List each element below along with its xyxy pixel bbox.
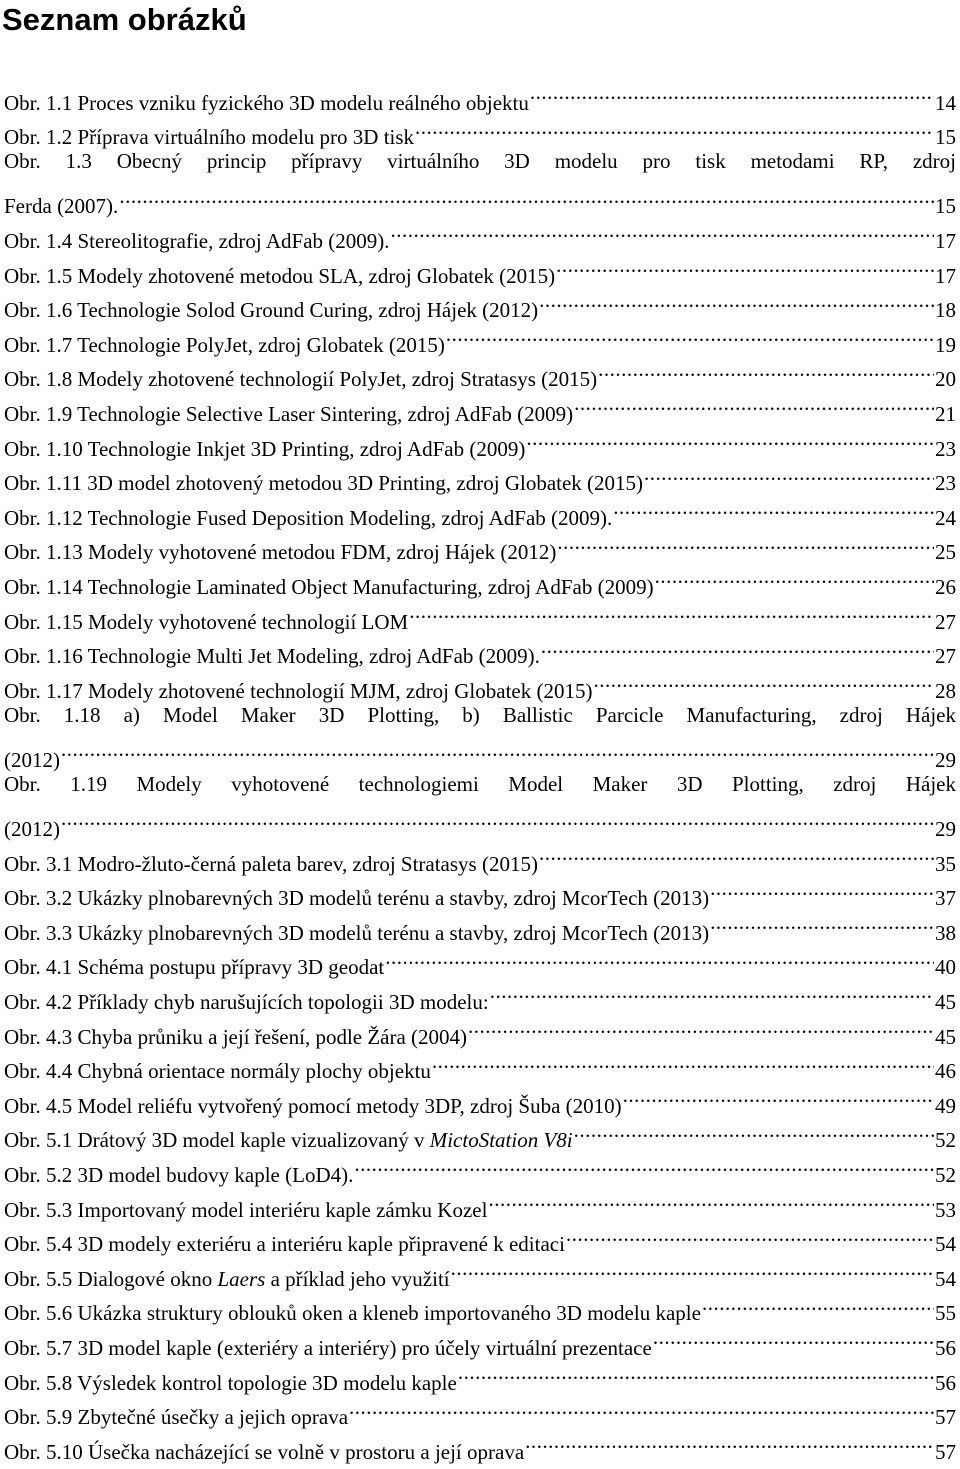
entry-title: Obr. 1.14 Technologie Laminated Object Manufacturing, zdroj AdFab (2009) [4,574,654,599]
entry-page-number: 40 [935,955,956,980]
entry-title: Obr. 5.6 Ukázka struktury oblouků oken a kleneb importovaného 3D modelu kaple [4,1301,701,1326]
entry-page-number: 21 [935,401,956,426]
entry-title: Obr. 1.1 Proces vzniku fyzického 3D modelu reálného objektu [4,90,529,115]
list-item[interactable] [4,213,956,253]
entry-page-number: 45 [935,990,956,1015]
entry-page-number: 29 [935,817,956,842]
dot-leader [446,317,934,352]
entry-page-number: 28 [935,678,956,703]
dot-leader [530,75,934,110]
entry-page-number: 15 [935,125,956,150]
entry-page-number: 52 [935,1128,956,1153]
entry-page-number: 52 [935,1163,956,1187]
entry-title: Obr. 5.3 Importovaný model interiéru kaple zámku Kozel [4,1197,488,1222]
dot-leader [593,663,934,698]
entry-page-number: 38 [935,920,956,945]
entry-page-number: 57 [935,1439,956,1464]
list-item[interactable] [4,75,956,115]
dot-leader [653,1320,934,1355]
entry-page-number: 55 [935,1301,956,1326]
entry-page-number: 23 [935,436,956,461]
entry-title: Obr. 5.8 Výsledek kontrol topologie 3D modelu kaple [4,1370,457,1395]
entry-title: Obr. 5.2 3D model budovy kaple (LoD4). [4,1163,354,1187]
entry-page-number: 18 [935,298,956,323]
software-name: MictoStation V8i [429,1128,573,1153]
dot-leader [119,179,934,214]
dot-leader [349,1390,934,1425]
entry-page-number: 27 [935,644,956,669]
entry-title: Obr. 1.10 Technologie Inkjet 3D Printing, zdroj AdFab (2009) [4,436,526,461]
dot-leader [432,1044,934,1079]
dot-leader [710,871,934,906]
entry-title-text: a příklad jeho využití [265,1266,450,1291]
entry-title: Obr. 1.17 Modely zhotovené technologií MJM, zdroj Globatek (2015) [4,678,593,703]
dot-leader [391,213,934,248]
dot-leader [468,1009,934,1044]
entry-title: Obr. 5.4 3D modely exteriéru a interiéru kaple připravené k editaci [4,1232,565,1257]
entry-page-number: 19 [935,332,956,357]
dot-leader [451,1251,934,1286]
dot-leader [539,836,934,871]
entry-title: Obr. 1.7 Technologie PolyJet, zdroj Globatek (2015) [4,332,445,357]
entry-page-number: 56 [935,1370,956,1395]
entry-title: Obr. 5.7 3D model kaple (exteriéry a interiéry) pro účely virtuální prezentace [4,1335,652,1360]
entry-title-text: Obr. 5.5 Dialogové okno [4,1266,218,1291]
dot-leader [557,525,934,560]
entry-title: (2012) [4,747,60,772]
entry-page-number: 46 [935,1059,956,1084]
dot-leader [458,1355,934,1390]
entry-page-number: 35 [935,851,956,876]
entry-page-number: 14 [935,90,956,115]
page-title: Seznam obrázků [2,2,247,37]
entry-title: Obr. 1.2 Příprava virtuálního modelu pro 3D tisk [4,125,415,150]
entry-title: Obr. 4.1 Schéma postupu přípravy 3D geodat [4,955,385,980]
list-item[interactable] [4,732,956,772]
dot-leader [566,1217,934,1252]
dot-leader [598,352,934,387]
dot-leader [61,732,934,767]
entry-page-number: 20 [935,367,956,392]
entry-page-number: 23 [935,471,956,496]
list-item[interactable] [4,801,956,842]
dot-leader [488,1182,934,1217]
entry-title: Obr. 1.16 Technologie Multi Jet Modeling, zdroj AdFab (2009). [4,644,540,669]
dialog-name: Laers [217,1266,266,1291]
entry-title: Obr. 1.4 Stereolitografie, zdroj AdFab (2009). [4,228,390,253]
list-item-first-line[interactable]: Obr. 1.18 a) Model Maker 3D Plotting, b) Ballistic Parcicle Manufacturing, zdroj Hájek [4,702,956,727]
entry-page-number: 54 [935,1232,956,1257]
list-of-figures [4,75,956,1464]
entry-page-number: 15 [935,194,956,219]
entry-title: Obr. 4.5 Model reliéfu vytvořený pomocí metody 3DP, zdroj Šuba (2010) [4,1093,622,1118]
entry-title: Obr. 1.15 Modely vyhotovené technologií LOM [4,609,409,634]
entry-title: Obr. 5.10 Úsečka nacházející se volně v prostoru a její oprava [4,1439,525,1464]
entry-title: Obr. 1.9 Technologie Selective Laser Sintering, zdroj AdFab (2009) [4,401,574,426]
entry-title: Obr. 1.8 Modely zhotovené technologií PolyJet, zdroj Stratasys (2015) [4,367,598,392]
entry-page-number: 37 [935,886,956,911]
dot-leader [526,421,934,456]
list-item[interactable] [4,179,956,219]
dot-leader [710,905,934,940]
entry-page-number: 17 [935,263,956,288]
entry-title: Ferda (2007). [4,194,119,219]
entry-title: Obr. 1.5 Modely zhotovené metodou SLA, zdroj Globatek (2015) [4,263,556,288]
dot-leader [385,940,934,975]
dot-leader [415,110,934,145]
entry-page-number: 56 [935,1335,956,1360]
entry-page-number: 45 [935,1024,956,1049]
entry-page-number: 57 [935,1405,956,1430]
dot-leader [541,629,934,664]
entry-title: Obr. 5.9 Zbytečné úsečky a jejich oprava [4,1405,349,1430]
entry-page-number: 24 [935,505,956,530]
dot-leader [409,594,934,629]
entry-page-number: 54 [935,1266,956,1291]
dot-leader [525,1424,934,1459]
entry-page-number: 29 [935,747,956,772]
entry-title: Obr. 4.4 Chybná orientace normály plochy objektu [4,1059,431,1084]
dot-leader [702,1286,934,1321]
entry-page-number: 27 [935,609,956,634]
dot-leader [61,801,934,836]
entry-page-number: 25 [935,540,956,565]
list-item[interactable] [4,836,956,876]
list-item-first-line[interactable]: Obr. 1.3 Obecný princip přípravy virtuálního 3D modelu pro tisk metodami RP, zdroj [4,149,956,174]
entry-page-number: 53 [935,1197,956,1222]
entry-title: Obr. 4.3 Chyba průniku a její řešení, podle Žára (2004) [4,1024,468,1049]
dot-leader [613,490,934,525]
dot-leader [574,1113,934,1148]
entry-title-text: Obr. 5.1 Drátový 3D model kaple vizualizovaný v [4,1128,430,1153]
entry-title: Obr. 1.11 3D model zhotovený metodou 3D Printing, zdroj Globatek (2015) [4,471,644,496]
list-item-first-line[interactable]: Obr. 1.19 Modely vyhotovené technologiemi Model Maker 3D Plotting, zdroj Hájek [4,771,956,796]
entry-title: Obr. 4.2 Příklady chyb narušujících topologii 3D modelu: [4,990,489,1015]
dot-leader [539,283,934,318]
dot-leader [354,1147,934,1182]
dot-leader [644,456,934,491]
dot-leader [574,386,934,421]
dot-leader [490,974,934,1009]
entry-page-number: 17 [935,228,956,253]
entry-title: Obr. 3.3 Ukázky plnobarevných 3D modelů terénu a stavby, zdroj McorTech (2013) [4,920,710,945]
dot-leader [655,559,934,594]
entry-title: Obr. 1.12 Technologie Fused Deposition Modeling, zdroj AdFab (2009). [4,505,613,530]
dot-leader [623,1078,934,1113]
entry-title: Obr. 1.6 Technologie Solod Ground Curing, zdroj Hájek (2012) [4,298,539,323]
entry-page-number: 26 [935,574,956,599]
entry-title: Obr. 3.2 Ukázky plnobarevných 3D modelů terénu a stavby, zdroj McorTech (2013) [4,886,710,911]
entry-title: (2012) [4,817,60,842]
entry-title: Obr. 3.1 Modro-žluto-černá paleta barev, zdroj Stratasys (2015) [4,851,538,876]
entry-title [4,1262,450,1297]
entry-page-number: 49 [935,1093,956,1118]
entry-title: Obr. 1.13 Modely vyhotovené metodou FDM, zdroj Hájek (2012) [4,540,557,565]
dot-leader [556,248,934,283]
